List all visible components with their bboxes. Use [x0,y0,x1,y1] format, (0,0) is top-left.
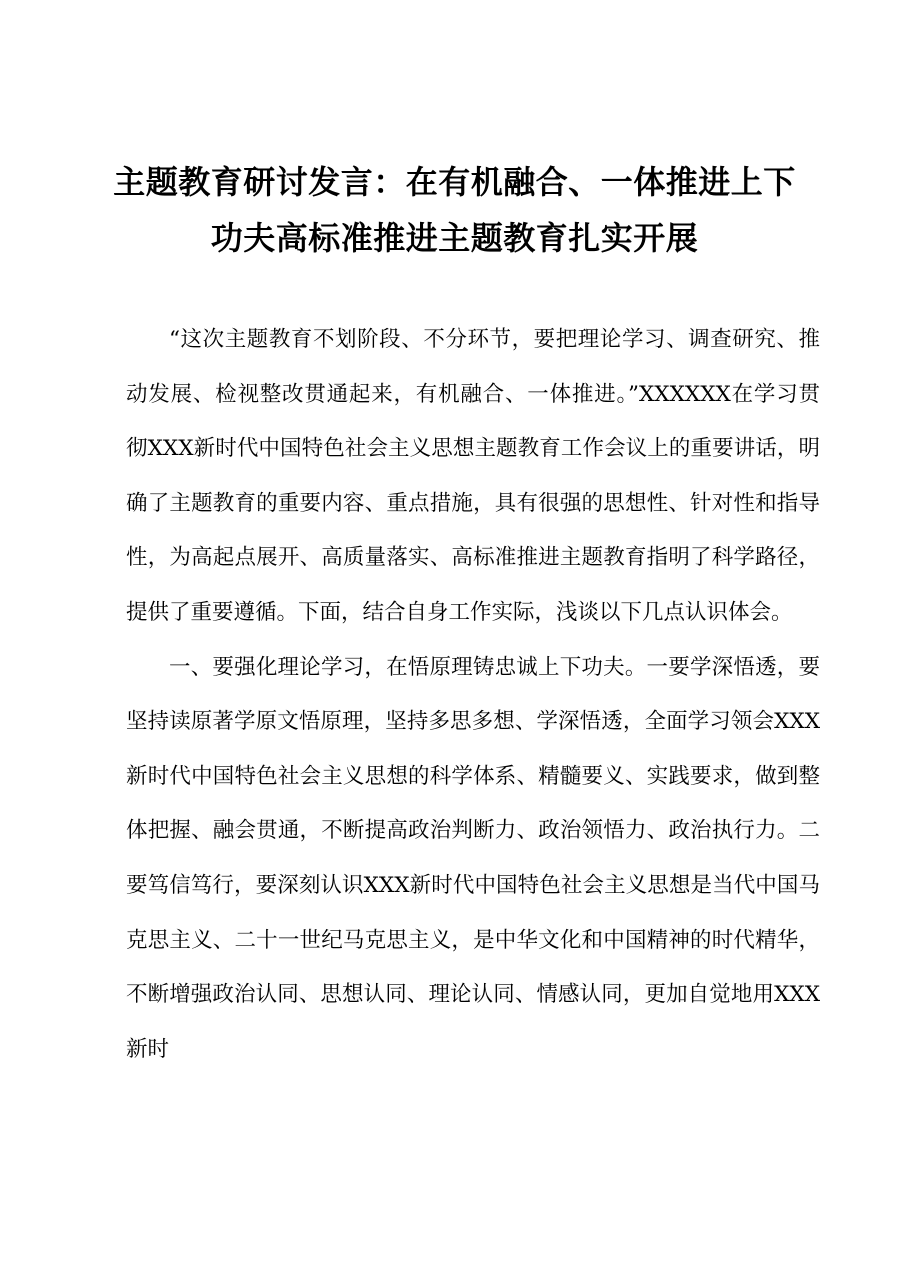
document-title [100,154,809,266]
title-line-1: 主题教育研讨发言：在有机融合、一体推进上下 [113,163,796,201]
paragraph-section-one: 一、要强化理论学习，在悟原理铸忠诚上下功夫。一要学深悟透，要坚持读原著学原文悟原理，坚持多思多想、学深悟透，全面学习领会XXX新时代中国特色社会主义思想的科学体系、精髓要义、实践要求，做到整体把握、融会贯通，不断提高政治判断力、政治领悟力、政治执行力。二要笃信笃行，要深刻认识XXX新时代中国特色社会主义思想是当代中国马克思主义、二十一世纪马克思主义，是中华文化和中国精神的时代精华，不断增强政治认同、思想认同、理论认同、情感认同，更加自觉地用XXX新时 [126,654,820,1062]
title-line-2: 功夫高标准推进主题教育扎实开展 [210,219,699,257]
paragraph-intro: “这次主题教育不划阶段、不分环节，要把理论学习、调查研究、推动发展、检视整改贯通起来，有机融合、一体推进。”XXXXXX在学习贯彻XXX新时代中国特色社会主义思想主题教育工作会议上的重要讲话，明确了主题教育的重要内容、重点措施，具有很强的思想性、针对性和指导性，为高起点展开、高质量落实、高标准推进主题教育指明了科学路径，提供了重要遵循。下面，结合自身工作实际，浅谈以下几点认识体会。 [126,327,820,625]
document-body [126,313,820,1077]
